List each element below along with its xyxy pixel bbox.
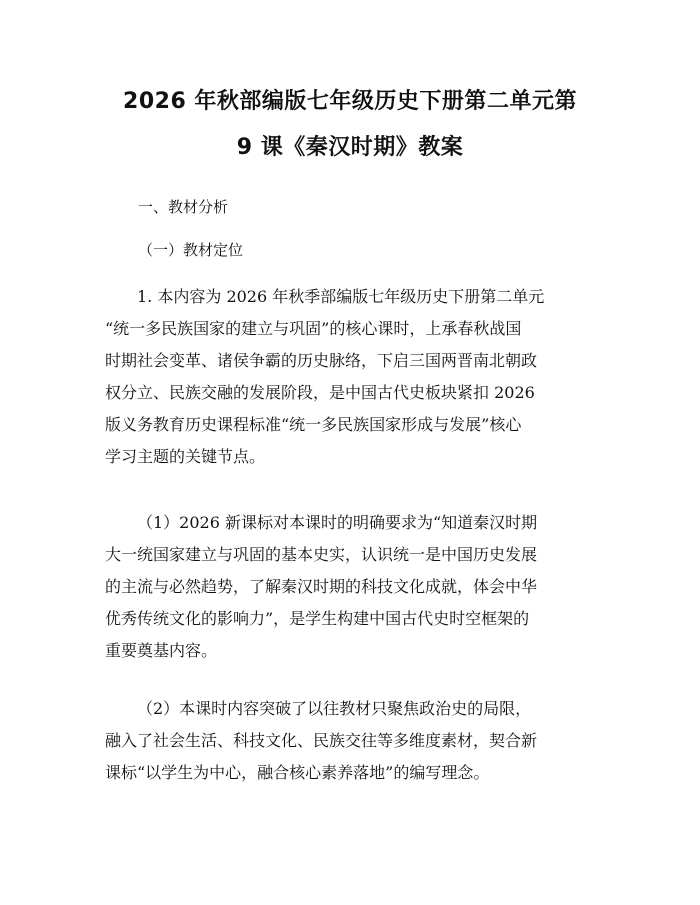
subsection-heading: （一）教材定位	[138, 241, 244, 259]
document-title-line-2: 9 课《秦汉时期》教案	[236, 135, 464, 160]
paragraph-line: 优秀传统文化的影响力”，是学生构建中国古代史时空框架的	[105, 609, 530, 628]
paragraph-1	[105, 281, 605, 473]
paragraph-line: 1. 本内容为 2026 年秋季部编版七年级历史下册第二单元	[137, 287, 545, 306]
paragraph-line: “统一多民族国家的建立与巩固”的核心课时，上承春秋战国	[105, 319, 522, 338]
paragraph-line: 融入了社会生活、科技文化、民族交往等多维度素材，契合新	[105, 731, 538, 750]
paragraph-line: 课标“以学生为中心，融合核心素养落地”的编写理念。	[105, 763, 490, 782]
paragraph-line: 时期社会变革、诸侯争霸的历史脉络，下启三国两晋南北朝政	[105, 351, 538, 370]
paragraph-line: 学习主题的关键节点。	[105, 447, 266, 466]
paragraph-line: 的主流与必然趋势，了解秦汉时期的科技文化成就，体会中华	[105, 577, 538, 596]
paragraph-3	[105, 693, 605, 789]
paragraph-line: 版义务教育历史课程标准“统一多民族国家形成与发展”核心	[105, 415, 522, 434]
paragraph-line: （1）2026 新课标对本课时的明确要求为“知道秦汉时期	[137, 513, 538, 532]
paragraph-2	[105, 507, 605, 667]
paragraph-line: 大一统国家建立与巩固的基本史实，认识统一是中国历史发展	[105, 545, 538, 564]
document-title-line-1: 2026 年秋部编版七年级历史下册第二单元第	[123, 89, 577, 114]
paragraph-line: 权分立、民族交融的发展阶段，是中国古代史板块紧扣 2026	[105, 383, 535, 402]
section-heading: 一、教材分析	[138, 198, 229, 216]
paragraph-line: （2）本课时内容突破了以往教材只聚焦政治史的局限，	[137, 699, 532, 718]
paragraph-line: 重要奠基内容。	[105, 641, 218, 660]
